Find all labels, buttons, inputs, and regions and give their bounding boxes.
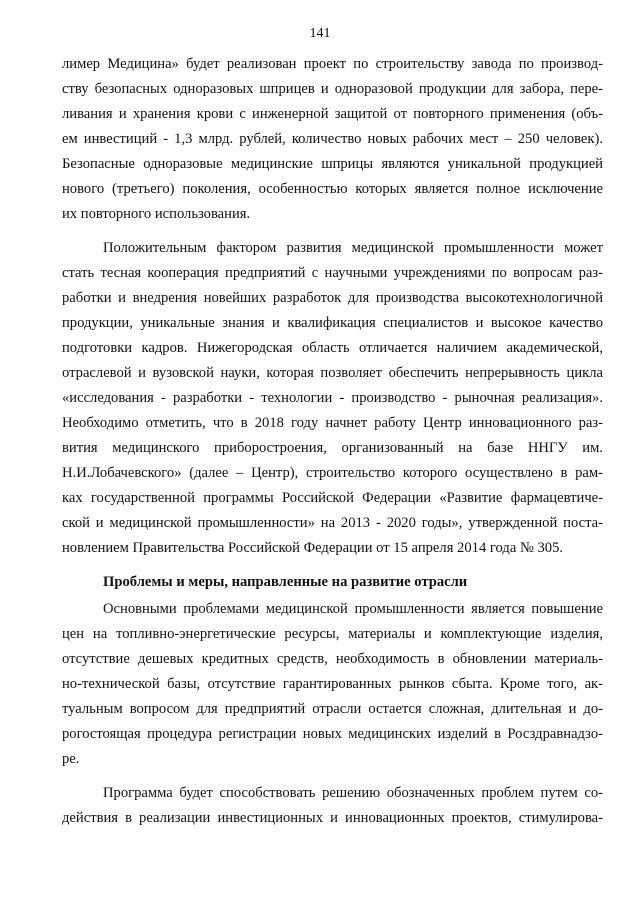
- text-line: ем инвестиций - 1,3 млрд. рублей, количество новых рабочих мест – 250 человек).: [62, 131, 603, 147]
- text-line: новлением Правительства Российской Федерации от 15 апреля 2014 года № 305.: [62, 540, 564, 556]
- text-line: ре.: [62, 751, 80, 767]
- text-line: Положительным фактором развития медицинской промышленности может: [103, 240, 603, 256]
- text-line: лимер Медицина» будет реализован проект по строительству завода по производ-: [62, 56, 603, 72]
- text-line: отраслевой и вузовской науки, которая позволяет обеспечить непрерывность цикла: [62, 365, 603, 381]
- text-line: продукции, уникальные знания и квалификация специалистов и высокое качество: [62, 315, 603, 331]
- page-number: 141: [309, 26, 331, 41]
- text-line: Н.И.Лобачевского» (далее – Центр), строительство которого осуществлено в рам-: [62, 465, 603, 481]
- text-line: ству безопасных одноразовых шприцев и одноразовой продукции для забора, пере-: [62, 81, 603, 97]
- text-line: ливания и хранения крови с инженерной защитой от повторного применения (объ-: [62, 106, 603, 122]
- text-line: их повторного использования.: [62, 206, 251, 222]
- text-line: туальным вопросом для предприятий отрасли остается сложная, длительная и до-: [62, 701, 603, 717]
- text-line: Программа будет способствовать решению обозначенных проблем путем со-: [103, 785, 603, 801]
- text-line: действия в реализации инвестиционных и инновационных проектов, стимулирова-: [62, 810, 603, 826]
- text-line: но-технической базы, отсутствие гарантированных рынков сбыта. Кроме того, ак-: [62, 676, 603, 692]
- text-line: Безопасные одноразовые медицинские шприцы являются уникальной продукцией: [62, 156, 603, 172]
- text-line: ской и медицинской промышленности» на 2013 - 2020 годы», утвержденной поста-: [62, 515, 603, 531]
- text-line: Основными проблемами медицинской промышленности является повышение: [103, 601, 603, 617]
- text-line: рогостоящая процедура регистрации новых медицинских изделий в Росздравнадзо-: [62, 726, 603, 742]
- text-line: нового (третьего) поколения, особенностью которых является полное исключение: [62, 181, 603, 197]
- text-line: ках государственной программы Российской Федерации «Развитие фармацевтиче-: [62, 490, 603, 506]
- text-line: цен на топливно-энергетические ресурсы, материалы и комплектующие изделия,: [62, 626, 603, 642]
- text-line: Необходимо отметить, что в 2018 году начнет работу Центр инновационного раз-: [62, 415, 603, 431]
- text-line: отсутствие дешевых кредитных средств, необходимость в обновлении материаль-: [62, 651, 603, 667]
- text-line: стать тесная кооперация предприятий с научными учреждениями по вопросам раз-: [62, 265, 603, 281]
- text-line: вития медицинского приборостроения, организованный на базе ННГУ им.: [62, 440, 603, 456]
- text-line: подготовки кадров. Нижегородская область отличается наличием академической,: [62, 340, 603, 356]
- text-line: «исследования - разработки - технологии - производство - рыночная реализация».: [62, 390, 603, 406]
- text-line: работки и внедрения новейших разработок для производства высокотехнологичной: [62, 290, 603, 306]
- section-heading: Проблемы и меры, направленные на развитие отрасли: [103, 574, 468, 590]
